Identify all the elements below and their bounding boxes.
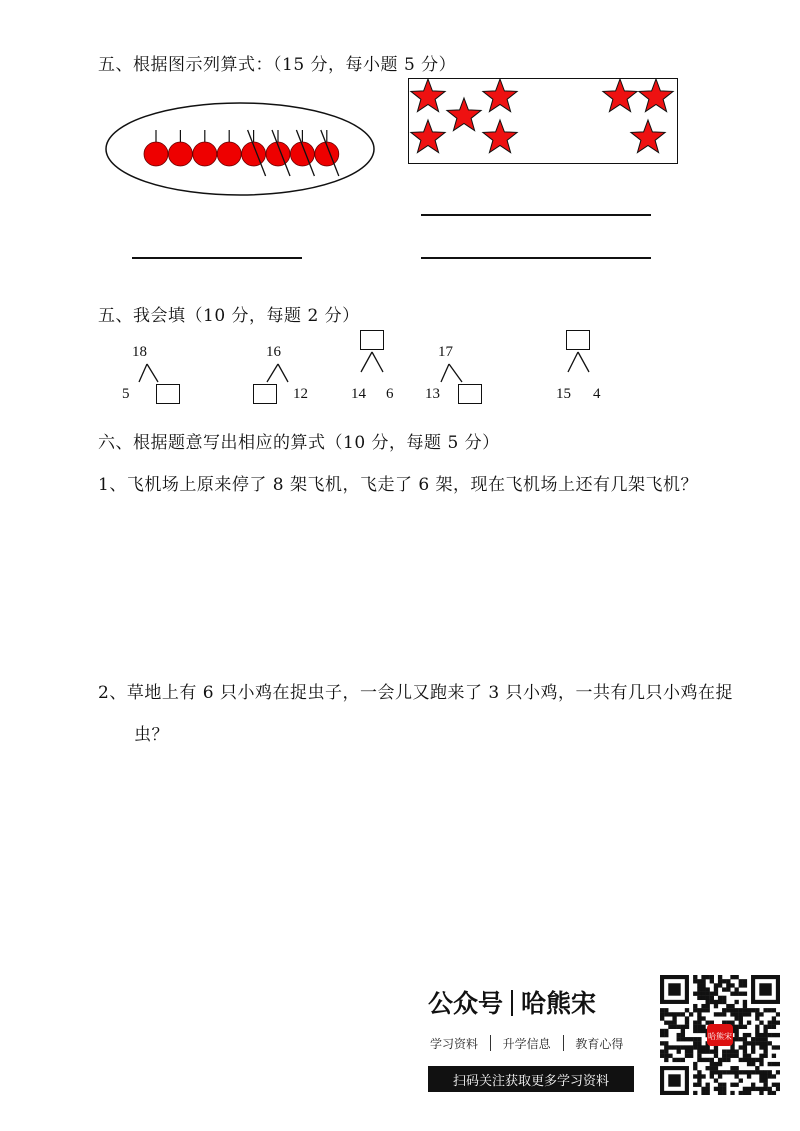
tree-2-left-box[interactable]	[253, 384, 277, 404]
tree-2-right: 12	[293, 386, 308, 402]
tree-5-top-box[interactable]	[566, 330, 590, 350]
star	[446, 98, 480, 131]
footer-link-education[interactable]: 教育心得	[575, 1037, 624, 1051]
tree-4-top: 17	[438, 344, 453, 360]
footer-link-study[interactable]: 学习资料	[430, 1037, 479, 1051]
star	[482, 120, 516, 153]
bead	[168, 142, 192, 166]
footer-bar: 扫码关注获取更多学习资料	[428, 1066, 634, 1092]
bead	[217, 142, 241, 166]
star	[410, 120, 444, 153]
bead	[193, 142, 217, 166]
footer-title-divider	[511, 990, 513, 1016]
bead	[144, 142, 168, 166]
question-2-line-2: 虫？	[134, 725, 169, 745]
tree-1-right-box[interactable]	[156, 384, 180, 404]
answer-line-2[interactable]	[421, 214, 651, 216]
answer-line-3[interactable]	[421, 257, 651, 259]
bead-figure	[104, 100, 376, 198]
star	[410, 79, 444, 112]
tree-5-left: 15	[556, 386, 571, 402]
star	[638, 79, 672, 112]
stars-box	[408, 78, 678, 164]
footer-links	[430, 1035, 623, 1052]
tree-3-branches	[356, 350, 390, 376]
section-5b-heading: 五、我会填（10 分，每题 2 分）	[98, 306, 360, 326]
tree-2-branches	[262, 362, 294, 384]
tree-5-branches	[563, 350, 597, 376]
section-6-heading: 六、根据题意写出相应的算式（10 分，每题 5 分）	[98, 433, 500, 453]
star	[482, 79, 516, 112]
tree-3-top-box[interactable]	[360, 330, 384, 350]
tree-1-left: 5	[122, 386, 130, 402]
tree-3-right: 6	[386, 386, 394, 402]
star	[602, 79, 636, 112]
footer-link-admission[interactable]: 升学信息	[502, 1037, 551, 1051]
footer-title-left: 公众号	[428, 989, 504, 1018]
answer-line-1[interactable]	[132, 257, 302, 259]
section-5a-heading: 五、根据图示列算式：（15 分，每小题 5 分）	[98, 55, 457, 75]
tree-5-right: 4	[593, 386, 601, 402]
tree-1-top: 18	[132, 344, 147, 360]
stars-figure	[408, 78, 678, 164]
question-1: 1、飞机场上原来停了 8 架飞机，飞走了 6 架，现在飞机场上还有几架飞机？	[98, 475, 699, 495]
tree-4-right-box[interactable]	[458, 384, 482, 404]
qr-badge-text: 哈熊宋	[708, 1032, 732, 1041]
tree-2-top: 16	[266, 344, 281, 360]
qr-code[interactable]	[660, 975, 780, 1095]
tree-4-branches	[436, 362, 470, 384]
footer-title-right: 哈熊宋	[521, 989, 597, 1018]
star	[630, 120, 664, 153]
question-2-line-1: 2、草地上有 6 只小鸡在捉虫子，一会儿又跑来了 3 只小鸡，一共有几只小鸡在捉	[98, 683, 734, 703]
tree-1-branches	[136, 362, 166, 384]
footer-title	[428, 984, 596, 1020]
tree-4-left: 13	[425, 386, 440, 402]
tree-3-left: 14	[351, 386, 366, 402]
